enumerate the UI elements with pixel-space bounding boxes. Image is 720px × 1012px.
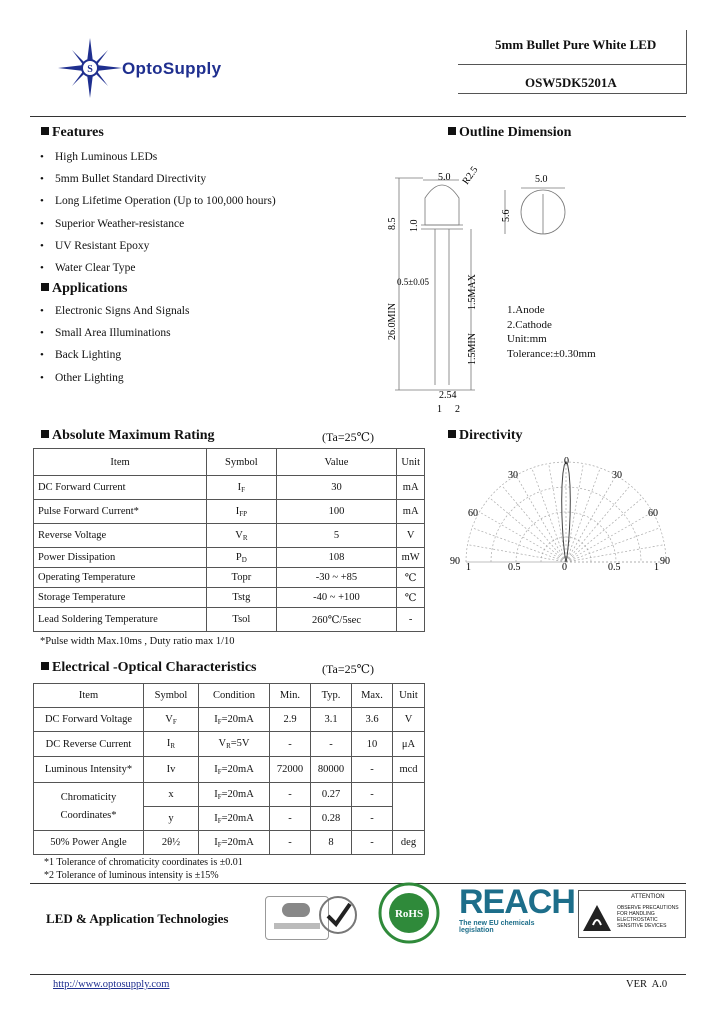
- dim-label: 26.0MIN: [387, 303, 398, 340]
- table-header: Condition: [199, 684, 270, 708]
- table-row: Lead Soldering Temperature Tsol 260℃/5sec -: [34, 608, 425, 632]
- table-header: Unit: [393, 684, 425, 708]
- dim-label: 2: [455, 404, 460, 415]
- list-item: • Water Clear Type: [40, 261, 340, 283]
- polar-spoke: [502, 485, 566, 562]
- list-item: • Superior Weather-resistance: [40, 217, 340, 239]
- features-heading: Features: [41, 125, 104, 141]
- table-row: Power Dissipation $P_D$ 108 mW: [34, 548, 425, 568]
- table-header: Max.: [352, 684, 393, 708]
- electrical-heading: Electrical -Optical Characteristics: [41, 660, 256, 676]
- brand-logo: [58, 38, 273, 98]
- scale-label: 1: [654, 562, 659, 573]
- version-label: VER A.0: [626, 979, 668, 990]
- list-item: • Back Lighting: [40, 348, 340, 370]
- absolute-note: *Pulse width Max.10ms , Duty ratio max 1/10: [40, 636, 235, 647]
- directivity-chart: [448, 452, 688, 582]
- angle-label: 30: [612, 470, 622, 481]
- dim-label: 1.5MAX: [467, 274, 478, 310]
- rohs-logo: [375, 882, 443, 944]
- dim-label: 1.0: [409, 219, 420, 232]
- part-number: OSW5DK5201A: [525, 75, 617, 90]
- dim-label: 1.5MIN: [467, 333, 478, 365]
- polar-spoke: [566, 528, 660, 562]
- tagline: LED & Application Technologies: [46, 911, 229, 926]
- outline-drawing: [375, 150, 665, 420]
- brand-name: OptoSupply: [122, 59, 222, 78]
- table-row: Storage Temperature Tstg -40 ~ +100 ℃: [34, 588, 425, 608]
- angle-label: 90: [450, 556, 460, 567]
- list-item: • Electronic Signs And Signals: [40, 304, 340, 326]
- table-row: DC Reverse Current $I_R$ $V_R=5V$ - - 10 μA: [34, 732, 425, 757]
- directivity-heading: Directivity: [448, 428, 523, 444]
- svg-text:S: S: [87, 64, 93, 75]
- dim-label: 5.0: [438, 172, 451, 183]
- table-header: Symbol: [144, 684, 199, 708]
- angle-label: 60: [648, 508, 658, 519]
- note-line: Unit:mm: [507, 333, 547, 345]
- absolute-table: [33, 448, 425, 632]
- table-header: Item: [34, 449, 207, 476]
- list-item: • UV Resistant Epoxy: [40, 239, 340, 261]
- dim-label: 8.5: [387, 217, 398, 230]
- polar-spoke: [479, 512, 566, 562]
- check-mark-icon: [318, 894, 358, 936]
- polar-spoke: [516, 475, 566, 562]
- scale-label: 0.5: [508, 562, 521, 573]
- list-item: • Long Lifetime Operation (Up to 100,000 hours): [40, 194, 340, 216]
- table-row: Chromaticity Coordinates* x $I_F=20mA$ - 0.27 -: [34, 783, 425, 807]
- scale-label: 1: [466, 562, 471, 573]
- star-logo-icon: [58, 38, 128, 98]
- table-header: Unit: [397, 449, 425, 476]
- esd-warning-icon: [581, 903, 613, 933]
- note-line: *1 Tolerance of chromaticity coordinates is ±0.01: [44, 857, 243, 868]
- outline-notes: [507, 303, 596, 361]
- note-line: 1.Anode: [507, 304, 545, 316]
- scale-label: 0.5: [608, 562, 621, 573]
- table-row: Operating Temperature Topr -30 ~ +85 ℃: [34, 568, 425, 588]
- rohs-text: RoHS: [394, 908, 424, 920]
- polar-spoke: [472, 528, 566, 562]
- absolute-heading: Absolute Maximum Rating: [41, 428, 215, 444]
- list-item: • Other Lighting: [40, 371, 340, 393]
- polar-spoke: [532, 468, 566, 562]
- dim-label: 0.5±0.05: [397, 277, 429, 287]
- features-list: [40, 150, 340, 283]
- dim-label: 1: [437, 404, 442, 415]
- dim-label: 5.0: [535, 174, 548, 185]
- table-header: Value: [276, 449, 397, 476]
- table-row: DC Forward Voltage $V_F$ $I_F=20mA$ 2.9 3.1 3.6 V: [34, 708, 425, 732]
- absolute-condition: (Ta=25℃): [322, 430, 375, 444]
- outline-heading: Outline Dimension: [448, 125, 571, 141]
- electrical-notes: [44, 856, 243, 882]
- product-title: 5mm Bullet Pure White LED: [495, 37, 657, 52]
- table-row: Pulse Forward Current* $I_{FP}$ 100 mA: [34, 500, 425, 524]
- polar-spoke: [489, 498, 566, 562]
- table-row: DC Forward Current $I_F$ 30 mA: [34, 476, 425, 500]
- applications-heading: Applications: [41, 281, 127, 297]
- table-row: Reverse Voltage $V_R$ 5 V: [34, 524, 425, 548]
- polar-spoke: [566, 512, 653, 562]
- scale-label: 0: [562, 562, 567, 573]
- esd-attention-label: ATTENTION OBSERVE PRECAUTIONS FOR HANDLING ELECTROSTATIC SENSITIVE DEVICES: [578, 890, 686, 938]
- table-row: Luminous Intensity* Iv $I_F=20mA$ 72000 80000 - mcd: [34, 757, 425, 783]
- dim-label: 2.54: [439, 390, 457, 401]
- angle-label: 60: [468, 508, 478, 519]
- angle-label: 90: [660, 556, 670, 567]
- dim-label: 5.6: [501, 209, 512, 222]
- electrical-table: [33, 683, 425, 855]
- table-row: 50% Power Angle 2θ½ $I_F=20mA$ - 8 - deg: [34, 831, 425, 855]
- angle-label: 30: [508, 470, 518, 481]
- table-header: Item: [34, 684, 144, 708]
- website-link[interactable]: http://www.optosupply.com: [53, 979, 170, 990]
- list-item: • 5mm Bullet Standard Directivity: [40, 172, 340, 194]
- list-item: • High Luminous LEDs: [40, 150, 340, 172]
- polar-spoke: [566, 475, 616, 562]
- note-line: Tolerance:±0.30mm: [507, 347, 596, 360]
- reach-logo: REACH The new EU chemicals legislation: [459, 883, 575, 934]
- table-header: Symbol: [207, 449, 277, 476]
- note-line: 2.Cathode: [507, 318, 552, 331]
- angle-label: 0: [564, 456, 569, 467]
- table-row: y $I_F=20mA$ - 0.28 -: [34, 807, 425, 831]
- polar-spoke: [566, 468, 600, 562]
- table-header: Min.: [270, 684, 311, 708]
- table-header: Typ.: [311, 684, 352, 708]
- electrical-condition: (Ta=25℃): [322, 662, 375, 676]
- note-line: *2 Tolerance of luminous intensity is ±15%: [44, 870, 219, 881]
- list-item: • Small Area Illuminations: [40, 326, 340, 348]
- applications-list: [40, 304, 340, 393]
- dim-label: R2.5: [460, 164, 481, 187]
